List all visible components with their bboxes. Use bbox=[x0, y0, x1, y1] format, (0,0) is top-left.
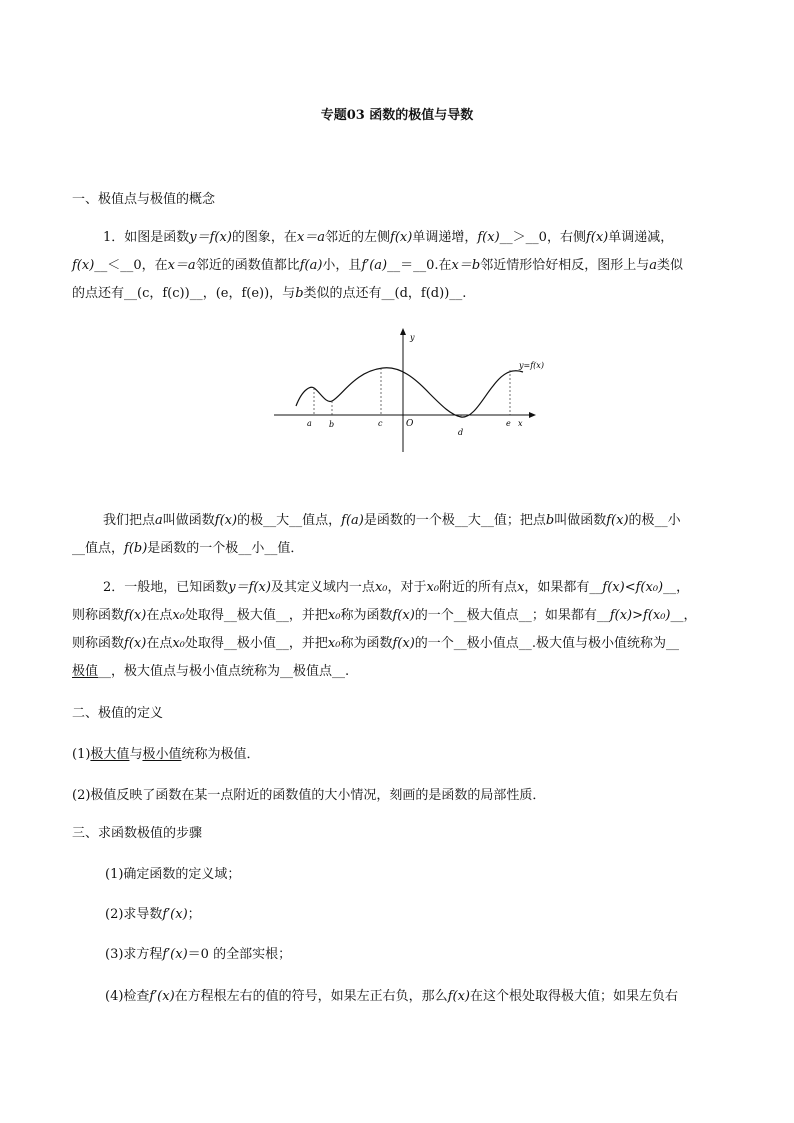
point-label-b: b bbox=[329, 420, 335, 429]
curve-label: y=f(x) bbox=[519, 361, 544, 370]
dashed-guides bbox=[314, 368, 510, 417]
section2-heading: 二、极值的定义 bbox=[72, 706, 164, 721]
paragraph1-line2: f(x)__＜__0，在x＝a邻近的函数值都比f(a)小，且f′(a)__＝__0.在x＝b邻近情形恰好相反，图形上与a类似 bbox=[72, 258, 683, 273]
point-label-a: a bbox=[307, 419, 312, 428]
paragraph2-line4: 极值__，极大值点与极小值点统称为__极值点__. bbox=[72, 664, 350, 679]
paragraph2-line2: 则称函数f(x)在点x₀处取得__极大值__，并把x₀称为函数f(x)的一个__极大值点__；如果都有__f(x)>f(x₀)__， bbox=[72, 608, 697, 623]
point-label-e: e bbox=[506, 419, 511, 428]
function-curve bbox=[296, 368, 523, 417]
step-1: (1)确定函数的定义域； bbox=[105, 867, 241, 882]
paragraph2-line3: 则称函数f(x)在点x₀处取得__极小值__，并把x₀称为函数f(x)的一个__极小值点__.极大值与极小值统称为__ bbox=[72, 636, 679, 651]
blank-d: __(d，f(d))__ bbox=[381, 286, 463, 301]
paragraph-after-line2: __值点，f(b)是函数的一个极__小__值． bbox=[72, 541, 304, 556]
point-label-d: d bbox=[458, 428, 464, 437]
blank-lt: __＜__ bbox=[94, 258, 134, 273]
paragraph2-line1: 2．一般地，已知函数y＝f(x)及其定义域内一点x₀，对于x₀附近的所有点x，如果都有__f(x)<f(x₀)__， bbox=[103, 580, 690, 595]
blank-eq: __＝__ bbox=[387, 258, 427, 273]
section2-item1: (1)极大值与极小值统称为极值． bbox=[72, 747, 260, 762]
paragraph1-line3: 的点还有__(c，f(c))__，(e，f(e))，与b类似的点还有__(d，f(d))__. bbox=[72, 286, 467, 301]
page-title: 专题03 函数的极值与导数 bbox=[320, 108, 474, 123]
paragraph1-line1: 1．如图是函数y＝f(x)的图象，在x＝a邻近的左侧f(x)单调递增，f(x)__＞__0，右侧f(x)单调递减， bbox=[103, 230, 674, 245]
x-axis-label: x bbox=[518, 419, 523, 428]
blank-c: __(c，f(c))__ bbox=[124, 286, 203, 301]
step-2: (2)求导数f′(x)； bbox=[105, 907, 201, 922]
step-3: (3)求方程f′(x)＝0 的全部实根； bbox=[105, 947, 292, 962]
section1-heading: 一、极值点与极值的概念 bbox=[72, 192, 216, 207]
function-graph-figure bbox=[270, 326, 560, 456]
step-4: (4)检查f′(x)在方程根左右的值的符号，如果左正右负，那么f(x)在这个根处取得极大值；如果左负右 bbox=[105, 989, 678, 1004]
section2-item2: (2)极值反映了函数在某一点附近的函数值的大小情况，刻画的是函数的局部性质． bbox=[72, 788, 546, 803]
y-axis-arrow bbox=[400, 328, 406, 335]
section3-heading: 三、求函数极值的步骤 bbox=[72, 826, 203, 841]
x-axis-arrow bbox=[529, 412, 536, 418]
blank-gt: __＞__ bbox=[499, 230, 539, 245]
origin-label: O bbox=[406, 419, 414, 429]
paragraph-after-line1: 我们把点a叫做函数f(x)的极__大__值点，f(a)是函数的一个极__大__值；把点b叫做函数f(x)的极__小 bbox=[103, 513, 681, 528]
point-label-c: c bbox=[378, 419, 383, 428]
y-axis-label: y bbox=[410, 333, 415, 342]
